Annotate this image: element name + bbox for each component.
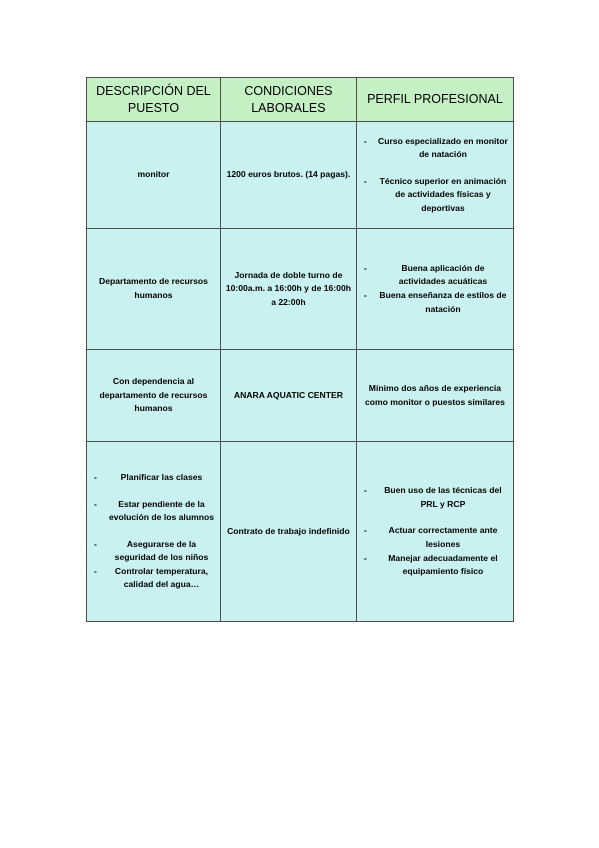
list-item: - Buena enseñanza de estilos de natación — [361, 289, 509, 316]
list-item: - Buen uso de las técnicas del PRL y RCP — [361, 484, 509, 511]
cell-perfil: Mínimo dos años de experiencia como monitor o puestos similares — [356, 350, 513, 442]
cell-perfil — [356, 122, 513, 229]
cell-condiciones: 1200 euros brutos. (14 pagas). — [220, 122, 356, 229]
header-condiciones: CONDICIONES LABORALES — [220, 78, 356, 122]
descripcion-list — [91, 471, 216, 592]
list-item: - Controlar temperatura, calidad del agua… — [91, 565, 216, 592]
cell-condiciones: Contrato de trabajo indefinido — [220, 442, 356, 622]
job-table — [86, 77, 514, 622]
cell-perfil — [356, 442, 513, 622]
list-item: - Planificar las clases — [91, 471, 216, 485]
list-item: - Asegurarse de la seguridad de los niños — [91, 538, 216, 565]
cell-descripcion: monitor — [87, 122, 221, 229]
list-item: - Curso especializado en monitor de natación — [361, 135, 509, 162]
list-item: - Buena aplicación de actividades acuáticas — [361, 262, 509, 289]
list-item: - Manejar adecuadamente el equipamiento físico — [361, 552, 509, 579]
perfil-list — [361, 262, 509, 316]
header-row — [87, 78, 514, 122]
perfil-list — [361, 135, 509, 216]
table-row — [87, 229, 514, 350]
cell-condiciones: ANARA AQUATIC CENTER — [220, 350, 356, 442]
perfil-list — [361, 484, 509, 579]
table-row — [87, 122, 514, 229]
list-item: - Estar pendiente de la evolución de los alumnos — [91, 498, 216, 525]
cell-condiciones: Jornada de doble turno de 10:00a.m. a 16:00h y de 16:00h a 22:00h — [220, 229, 356, 350]
table-row — [87, 350, 514, 442]
cell-descripcion: Con dependencia al departamento de recursos humanos — [87, 350, 221, 442]
cell-descripcion: Departamento de recursos humanos — [87, 229, 221, 350]
table-row — [87, 442, 514, 622]
cell-perfil — [356, 229, 513, 350]
list-item: - Actuar correctamente ante lesiones — [361, 524, 509, 551]
header-perfil: PERFIL PROFESIONAL — [356, 78, 513, 122]
header-descripcion: DESCRIPCIÓN DEL PUESTO — [87, 78, 221, 122]
list-item: - Técnico superior en animación de actividades físicas y deportivas — [361, 175, 509, 216]
cell-descripcion — [87, 442, 221, 622]
